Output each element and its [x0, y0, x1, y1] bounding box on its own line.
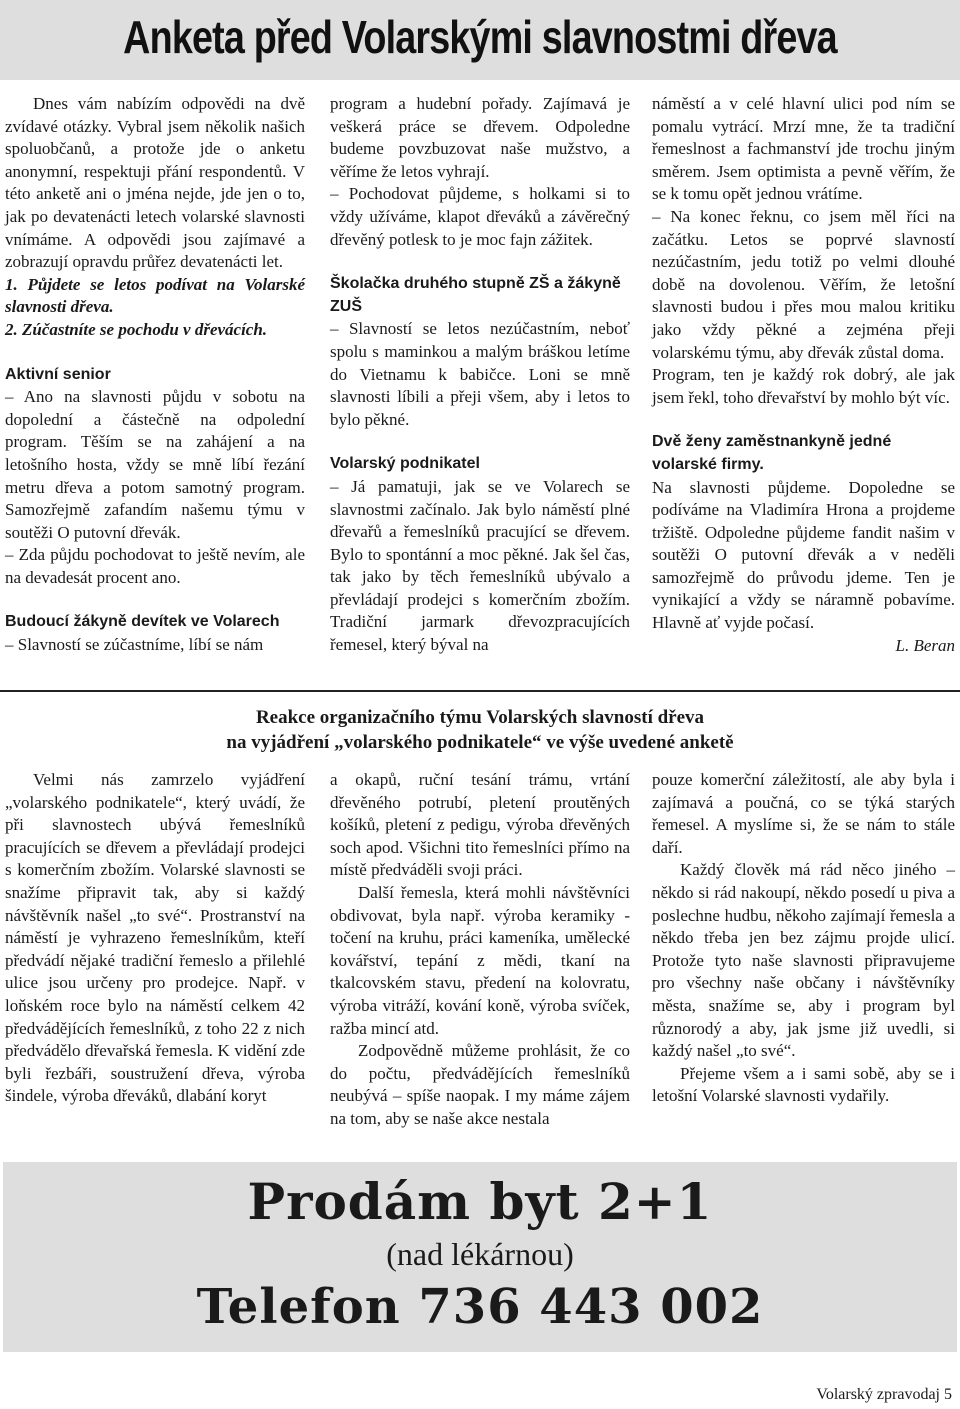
reaction-paragraph: Další řemesla, která mohli návštěvníci obdivovat, byla např. výroba keramiky - točení na kruhu, práci kameníka, umělecké kovářství, tepání z mědi, tkaní na tkalcovském stavu, předení na kolovratu, výroba vitráží, kování koně, výroba svíček, ražba mincí atd. [330, 882, 630, 1038]
answer-paragraph: – Na konec řeknu, co jsem měl říci na začátku. Letos se poprvé slavností nezúčastním, jedu totiž po velmi dlouhé době na dovolenou. Věřím, že letošní slavnosti budou i přes mou malou kritiku jako vždy pěkné a zejména přeji volarskému týmu, aby dřevák zůstal doma. [652, 206, 955, 362]
answer-paragraph: – Slavností se letos nezúčastním, neboť spolu s maminkou a malým bráškou letíme do Vietnamu k babičce. Loni se mně slavnosti líbili a přeji všem, aby i letos to bylo pěkné. [330, 319, 630, 429]
reaction-column-3 [652, 769, 955, 1108]
answer-paragraph: Program, ten je každý rok dobrý, ale jak jsem řekl, toho dřevařství by mohlo být víc. [652, 365, 955, 407]
answer-paragraph: – Ano na slavnosti půjdu v sobotu na dopolední a částečně na odpolední program. Těším se na zahájení a na letošního hosta, vždy se mně líbí řezání metru dřeva a potom samotný program. Samozřejmě zafandím našemu týmu v soutěži O putovní dřevák. [5, 387, 305, 542]
answer-paragraph: – Já pamatuji, jak se ve Volarech se slavnostmi začínalo. Jak bylo náměstí plné dřevařů a řemeslníků pracující se dřevem. Bylo to spontánní a moc pěkné. Jak šel čas, tak jako by těch řemeslníků ubývalo a převládají prodejci s komerčním zbožím. Tradiční jarmark dřevozpracujících řemesel, který býval na [330, 476, 630, 655]
reaction-paragraph: Velmi nás zamrzelo vyjádření „volarského podnikatele“, který uvádí, že při slavnostech ubývá řemeslníků pracujících se dřevem a převládají prodejci s komerčním zbožím. Volarské slavnosti se snažíme připravit tak, aby si každý návštěvník našel „to své“. Prostranství na náměstí je vyhrazeno řemeslníkům, kteří předvádí nějaké tradiční řemeslo a přilehlé ulice jsou určeny pro prodejce. Např. v loňském roce bylo na náměstí celkem 42 předvádějících řemeslníků, z toho 22 z nich předvádělo dřevařská řemesla. K vidění zde byli řezbáři, soustružení dřeva, výroba šindele, výroba dřeváků, dlabání koryt [5, 770, 305, 1106]
answer-paragraph: – Zda půjdu pochodovat to ještě nevím, ale na devadesát procent ano. [5, 545, 305, 587]
reaction-column-2 [330, 769, 630, 1131]
respondent-heading: Aktivní senior [5, 365, 111, 383]
reaction-column-1 [5, 769, 305, 1108]
answer-paragraph: – Slavností se zúčastníme, líbí se nám [5, 635, 264, 655]
page-footer: Volarský zpravodaj 5 [816, 1386, 952, 1403]
respondent-heading: Budoucí žákyně devítek ve Volarech [5, 613, 280, 631]
respondent-heading: Školačka druhého stupně ZŠ a žákyně ZUŠ [330, 275, 621, 315]
answer-paragraph: program a hudební pořady. Zajímavá je veškerá práce se dřevem. Odpoledne budeme povzbuzovat naše mužstvo, a věříme že letos vyhrají. [330, 94, 630, 181]
reaction-paragraph: a okapů, ruční tesání trámu, vrtání dřevěného potrubí, pletení proutěných košíků, pletení z pedigu, výroba dřevěných soch apod. Všichni tito řemeslníci přímo na místě předváděli svoji práci. [330, 770, 630, 880]
reaction-paragraph: Zodpovědně můžeme prohlásit, že co do počtu, předvádějících řemeslníků neubývá – spíše naopak. I my máme zájem na tom, aby se naše akce nestala [330, 1041, 630, 1128]
article-column-3 [652, 93, 955, 657]
section-divider [0, 690, 960, 692]
reaction-paragraph: Každý člověk má rád něco jiného – někdo si rád nakoupí, někdo posedí u piva a poslechne hudbu, někoho zajímají řemesla a někdo třeba jen bez zájmu projde ulicí. Protože tyto naše slavnosti připravujeme pro všechny naše občany i návštěvníky města, snažíme se, aby i program byl různorodý a aby, jak jsme již uvedli, si každý našel „to své“. [652, 860, 955, 1061]
question-2: 2. Zúčastníte se pochodu v dřevácích. [5, 319, 268, 339]
reaction-heading-line-2: na vyjádření „volarského podnikatele“ ve výše uvedené anketě [226, 732, 734, 753]
author-signature: L. Beran [895, 635, 955, 655]
respondent-heading: Volarský podnikatel [330, 455, 480, 473]
article-column-2 [330, 93, 630, 657]
article-column-1 [5, 93, 305, 657]
reaction-heading-line-1: Reakce organizačního týmu Volarských slavností dřeva [255, 707, 705, 728]
ad-subline: (nad lékárnou) [386, 1236, 574, 1272]
respondent-heading: Dvě ženy zaměstnankyně jedné volarské firmy. [652, 433, 892, 473]
intro-paragraph: Dnes vám nabízím odpovědi na dvě zvídavé otázky. Vybral jsem několik našich spoluobčanů, a protože jde o anketu anonymní, respektuji přání respondentů. V této anketě ani o jména nejde, jde jen o to, jak po devatenácti letech volarské slavnosti vnímáme. A odpovědi jsou zajímavé a zobrazují opravdu průřez devatenácti let. [5, 94, 305, 272]
ad-phone: Telefon 736 443 002 [196, 1279, 764, 1335]
reaction-paragraph: Přejeme všem a i sami sobě, aby se i letošní Volarské slavnosti vydařily. [652, 1063, 955, 1106]
classified-ad [3, 1162, 957, 1352]
reaction-heading [0, 705, 960, 755]
page-title: Anketa před Volarskými slavnostmi dřeva [123, 11, 837, 63]
question-1: 1. Půjdete se letos podívat na Volarské slavnosti dřeva. [5, 274, 305, 317]
answer-paragraph: náměstí a v celé hlavní ulici pod ním se pomalu vytrácí. Mrzí mne, že ta tradiční řemeslnost a fachmanství jde trochu jiným směrem. Jsem optimista a pevně věřím, že se k tomu opět jednou vrátíme. [652, 94, 955, 204]
answer-paragraph: – Pochodovat půjdeme, s holkami si to vždy užíváme, klapot dřeváků a závěrečný dřevěný potlesk to je moc fajn zážitek. [330, 184, 630, 249]
ad-headline: Prodám byt 2+1 [247, 1172, 713, 1231]
answer-paragraph: Na slavnosti půjdeme. Dopoledne se podíváme na Vladimíra Hrona a projdeme tržiště. Odpoledne půjdeme fandit našim v soutěži O putovní dřevák a v neděli samozřejmě do průvodu jdeme. Ten je vynikající a vždy se náramně pobavíme. Hlavně ať vyjde počasí. [652, 477, 955, 633]
reaction-paragraph: pouze komerční záležitostí, ale aby byla i zajímavá a poučná, co se týká starých řemesel. A myslíme si, že se nám to stále daří. [652, 770, 955, 857]
